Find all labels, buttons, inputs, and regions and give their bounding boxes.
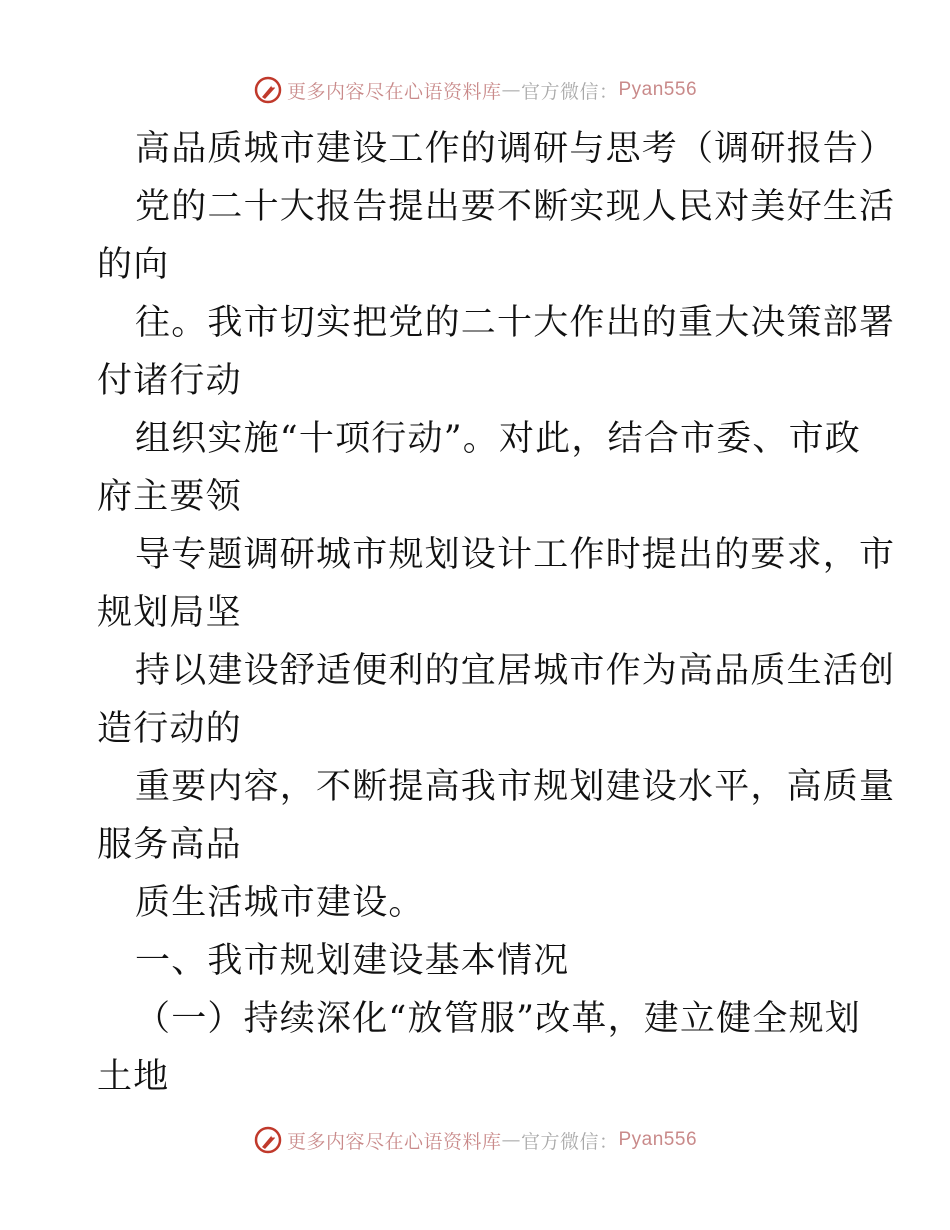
- paragraph-line: 的向: [97, 245, 170, 285]
- watermark-handle: Pyan556: [618, 79, 698, 100]
- watermark-text: 更多内容尽在心语资料库: [286, 1130, 502, 1153]
- paragraph-line: 导专题调研城市规划设计工作时提出的要求，市: [135, 535, 896, 575]
- document-title: 高品质城市建设工作的调研与思考（调研报告）: [135, 129, 896, 169]
- watermark-separator: —: [501, 79, 521, 101]
- subsection-heading: （一）持续深化“放管服”改革，建立健全规划: [135, 999, 861, 1039]
- paragraph-line: 府主要领: [97, 477, 242, 517]
- watermark-text: 更多内容尽在心语资料库: [286, 80, 502, 103]
- paragraph-line: 服务高品: [97, 825, 242, 865]
- watermark-official-label: 官方微信：: [520, 1130, 619, 1153]
- document-body: [97, 120, 896, 1106]
- paragraph-line: 付诸行动: [97, 361, 242, 401]
- section-heading: 一、我市规划建设基本情况: [135, 941, 570, 981]
- footer-watermark: [0, 1120, 950, 1160]
- watermark-handle: Pyan556: [618, 1129, 698, 1150]
- paragraph-line: 组织实施“十项行动”。对此，结合市委、市政: [135, 419, 861, 459]
- paragraph-line: 党的二十大报告提出要不断实现人民对美好生活: [135, 187, 896, 227]
- paragraph-line: 土地: [97, 1057, 170, 1097]
- header-watermark: [0, 70, 950, 110]
- pen-nib-logo-icon: [253, 75, 283, 105]
- paragraph-line: 持以建设舒适便利的宜居城市作为高品质生活创: [135, 651, 896, 691]
- paragraph-line: 造行动的: [97, 709, 242, 749]
- watermark-separator: —: [501, 1129, 521, 1151]
- paragraph-line: 往。我市切实把党的二十大作出的重大决策部署: [135, 303, 896, 343]
- pen-nib-logo-icon: [253, 1125, 283, 1155]
- paragraph-line: 规划局坚: [97, 593, 242, 633]
- paragraph-line: 重要内容，不断提高我市规划建设水平，高质量: [135, 767, 896, 807]
- paragraph-line: 质生活城市建设。: [135, 883, 425, 923]
- watermark-official-label: 官方微信：: [520, 80, 619, 103]
